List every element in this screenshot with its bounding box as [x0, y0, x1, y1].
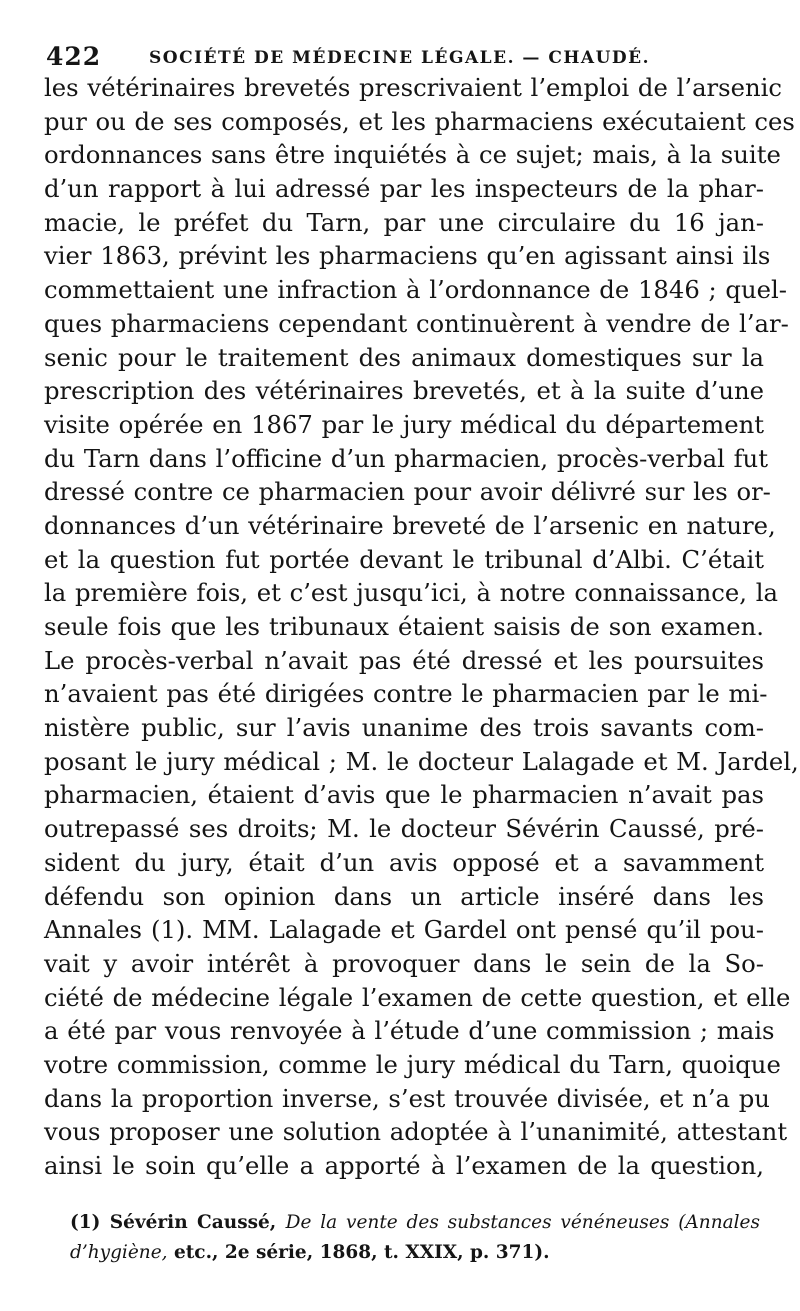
footnote-line	[70, 1238, 760, 1268]
text-line: ques pharmaciens cependant continuèrent à vendre de l’ar-	[44, 308, 789, 338]
footnote	[70, 1208, 760, 1268]
text-line: dressé contre ce pharmacien pour avoir délivré sur les or-	[44, 477, 771, 507]
text-line: la première fois, et c’est jusqu’ici, à notre connaissance, la	[44, 578, 778, 608]
footnote-citation-journal: d’hygiène,	[70, 1242, 168, 1263]
text-line: seule fois que les tribunaux étaient saisis de son examen.	[44, 612, 764, 641]
text-line: vous proposer une solution adoptée à l’unanimité, attestant	[44, 1117, 788, 1147]
text-line: pharmacien, étaient d’avis que le pharmacien n’avait pas	[44, 780, 764, 810]
text-line: d’un rapport à lui adressé par les inspecteurs de la phar-	[44, 174, 764, 204]
text-line: n’avaient pas été dirigées contre le pharmacien par le mi-	[44, 679, 768, 709]
text-line: Le procès-verbal n’avait pas été dressé et les poursuites	[44, 645, 764, 675]
text-line: donnances d’un vétérinaire breveté de l’arsenic en nature,	[44, 510, 776, 540]
text-line: ciété de médecine légale l’examen de cette question, et elle	[44, 982, 791, 1012]
text-line: votre commission, comme le jury médical du Tarn, quoique	[44, 1049, 781, 1079]
running-title: SOCIÉTÉ DE MÉDECINE LÉGALE. — CHAUDÉ.	[149, 48, 651, 68]
text-line: et la question fut portée devant le tribunal d’Albi. C’était	[44, 544, 764, 574]
text-line: sident du jury, était d’un avis opposé et a savamment	[44, 847, 764, 877]
text-line: pur ou de ses composés, et les pharmaciens exécutaient ces	[44, 106, 795, 136]
footnote-citation-details: etc., 2e série, 1868, t. XXIX, p. 371).	[167, 1242, 550, 1263]
running-head	[46, 42, 766, 72]
text-line: prescription des vétérinaires brevetés, et à la suite d’une	[44, 376, 764, 406]
text-line: ainsi le soin qu’elle a apporté à l’examen de la question,	[44, 1151, 764, 1180]
text-line: a été par vous renvoyée à l’étude d’une commission ; mais	[44, 1016, 775, 1046]
text-line: visite opérée en 1867 par le jury médical du département	[44, 409, 764, 439]
footnote-citation-author: (1) Sévérin Caussé,	[70, 1212, 286, 1233]
footnote-line	[70, 1208, 760, 1238]
text-line: Annales (1). MM. Lalagade et Gardel ont pensé qu’il pou-	[44, 915, 764, 945]
text-line: vait y avoir intérêt à provoquer dans le sein de la So-	[44, 948, 764, 978]
body-text	[44, 71, 799, 1183]
text-line: les vétérinaires brevetés prescrivaient l’emploi de l’arsenic	[44, 73, 783, 102]
text-line: nistère public, sur l’avis unanime des trois savants com-	[44, 713, 764, 743]
text-line: outrepassé ses droits; M. le docteur Sévérin Caussé, pré-	[44, 814, 764, 844]
text-line: commettaient une infraction à l’ordonnance de 1846 ; quel-	[44, 275, 787, 305]
text-line: du Tarn dans l’officine d’un pharmacien, procès-verbal fut	[44, 443, 768, 473]
text-line: posant le jury médical ; M. le docteur Lalagade et M. Jardel,	[44, 746, 799, 776]
text-line: vier 1863, prévint les pharmaciens qu’en agissant ainsi ils	[44, 241, 771, 271]
text-line: dans la proportion inverse, s’est trouvée divisée, et n’a pu	[44, 1083, 770, 1113]
text-line: senic pour le traitement des animaux domestiques sur la	[44, 342, 764, 372]
text-line: macie, le préfet du Tarn, par une circulaire du 16 jan-	[44, 207, 764, 237]
text-line: défendu son opinion dans un article inséré dans les	[44, 881, 764, 911]
text-line: ordonnances sans être inquiétés à ce sujet; mais, à la suite	[44, 140, 781, 170]
page-number: 422	[46, 42, 102, 71]
footnote-citation-title: De la vente des substances vénéneuses (Annales	[285, 1212, 760, 1233]
